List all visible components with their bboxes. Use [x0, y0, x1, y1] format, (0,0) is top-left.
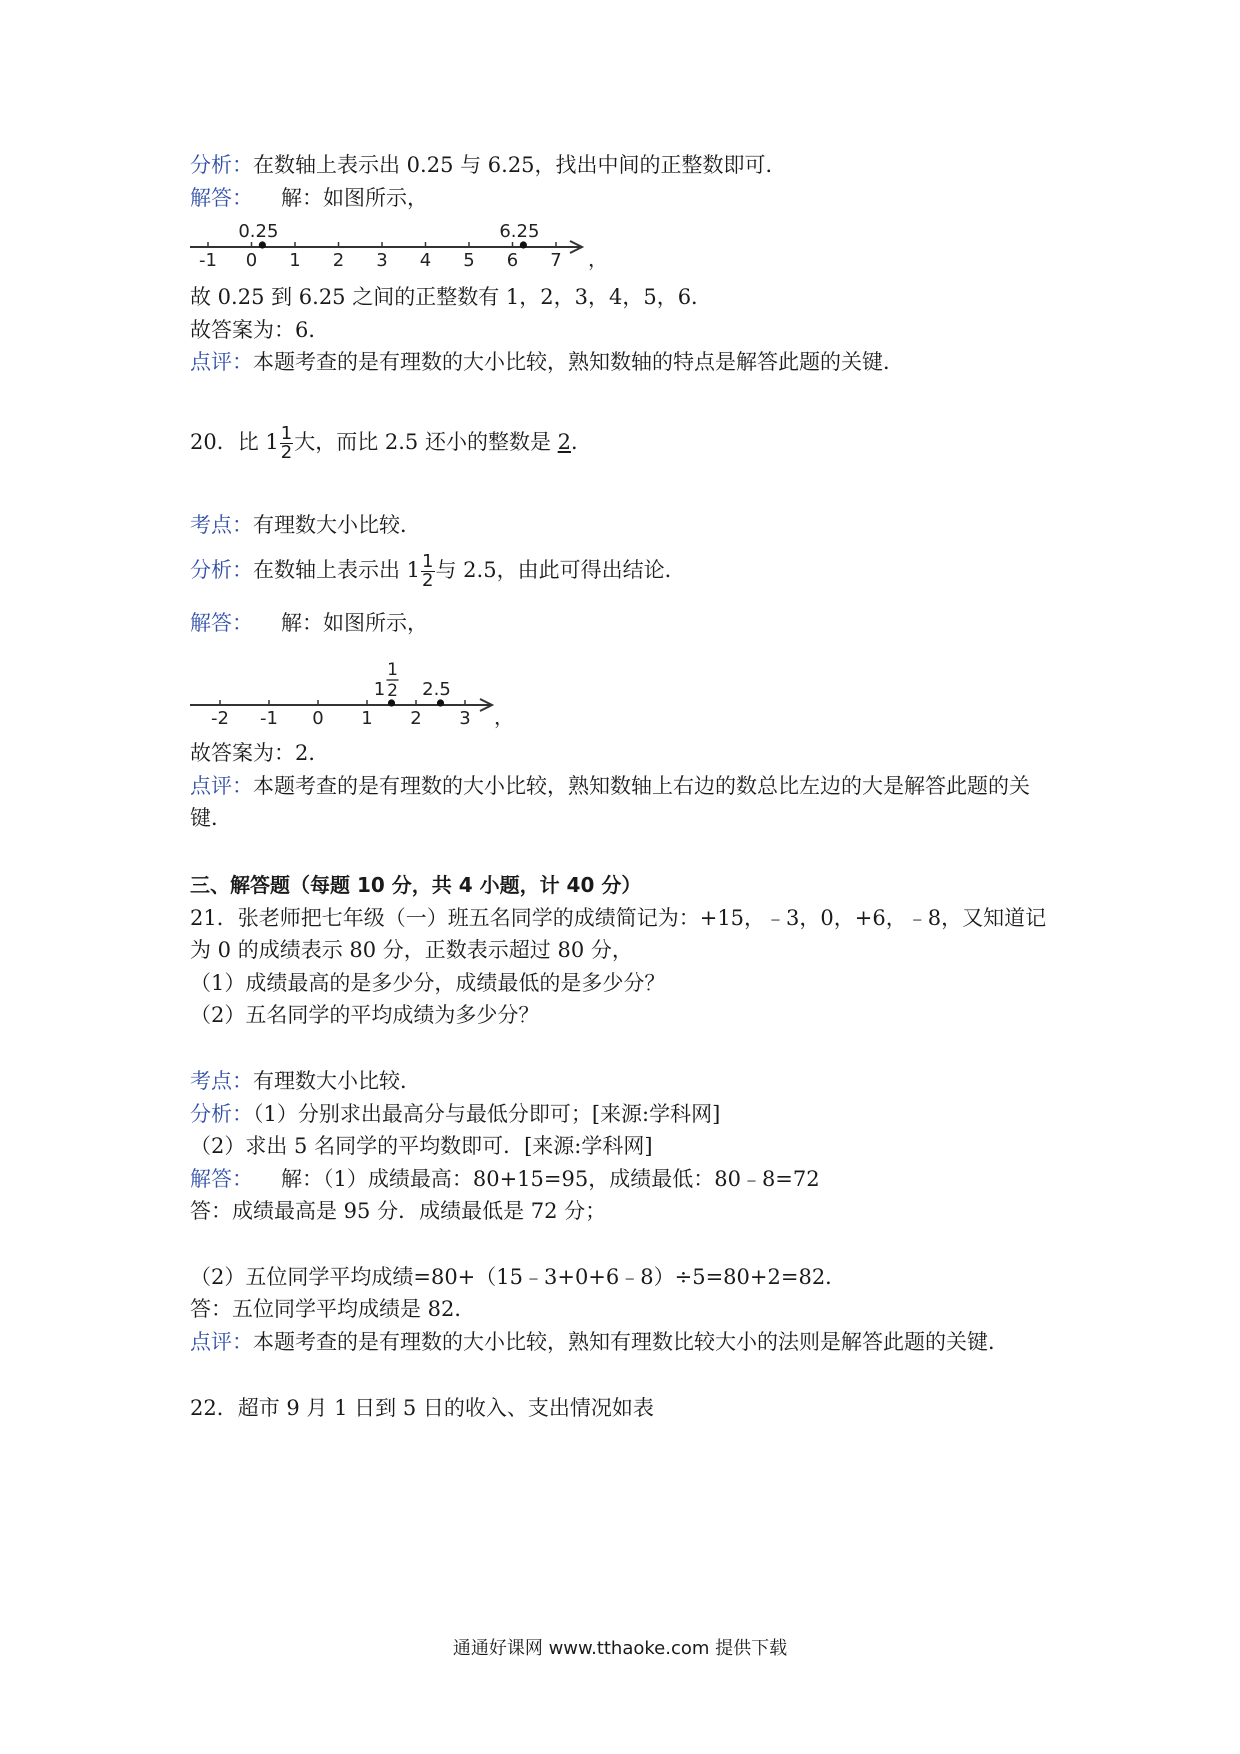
q19-analysis [190, 150, 787, 180]
q19-tick-label: -1 [199, 250, 217, 271]
comment-label: 点评： [190, 1330, 253, 1354]
q20-comment-line1: 本题考查的是有理数的大小比较，熟知数轴上右边的数总比左边的大是解答此题的关 [253, 774, 1030, 798]
q20-tick-label: 1 [361, 708, 373, 729]
q19-tick-label: 4 [419, 250, 432, 271]
q20-answer: 故答案为：2． [190, 741, 330, 765]
q19-point-label: 6.25 [499, 221, 540, 242]
q20-question [190, 420, 592, 464]
solution-label: 解答： [190, 186, 253, 210]
q19-point-label: 0.25 [238, 221, 279, 242]
q19-point-dot [259, 241, 266, 248]
q19-tick-label: 3 [376, 250, 388, 271]
q20-point-label-den: 2 [387, 681, 398, 701]
q21-analysis1-text: （1）分别求出最高分与最低分即可；[来源:学科网] [253, 1102, 721, 1126]
solution-label: 解答： [190, 1167, 253, 1191]
q20-kaodian [190, 510, 421, 540]
q21-answer2: 答：五位同学平均成绩是 82． [190, 1297, 476, 1321]
q22-line1: 22．超市 9 月 1 日到 5 日的收入、支出情况如表 [190, 1396, 654, 1420]
q19-point-dot [520, 241, 527, 248]
kaodian-label: 考点： [190, 513, 253, 537]
q19-number-line [188, 214, 608, 272]
q20-point-label-whole: 1 [373, 679, 386, 700]
q19-comment [190, 347, 904, 377]
q21-comment [190, 1327, 1009, 1357]
q20-tick-label: 0 [312, 708, 324, 729]
solution-label: 解答： [190, 611, 253, 635]
q20-middle: 大，而比 2.5 还小的整数是 [294, 430, 551, 454]
q20-analysis-prefix: 在数轴上表示出 1 [253, 558, 421, 582]
q20-point-label: 2.5 [422, 679, 451, 700]
q19-answer: 故答案为：6． [190, 318, 330, 342]
q19-conclusion: 故 0.25 到 6.25 之间的正整数有 1，2，3，4，5，6． [190, 285, 713, 309]
q19-tick-label: 0 [245, 250, 258, 271]
q20-tick-label: 3 [459, 708, 471, 729]
q19-tick-label: 7 [550, 250, 562, 271]
q20-tick-label: 2 [410, 708, 422, 729]
q19-tick-label: 6 [506, 250, 519, 271]
q20-comment-line2: 键． [190, 806, 232, 830]
q20-prefix: 20．比 1 [190, 430, 279, 454]
q19-tick-label: 1 [289, 250, 301, 271]
q20-analysis-suffix: 与 2.5，由此可得出结论． [435, 558, 686, 582]
q20-analysis [190, 548, 686, 592]
kaodian-label: 考点： [190, 1069, 253, 1093]
q21-answer1: 答：成绩最高是 95 分．成绩最低是 72 分； [190, 1199, 607, 1223]
q21-part1: （1）成绩最高的是多少分，成绩最低的是多少分？ [190, 971, 666, 995]
page-footer: 通通好课网 www.tthaoke.com 提供下载 [452, 1638, 788, 1659]
q19-trailing-comma: ， [588, 247, 608, 271]
q21-comment-text: 本题考查的是有理数的大小比较，熟知有理数比较大小的法则是解答此题的关键． [253, 1330, 1009, 1354]
analysis-label: 分析： [190, 153, 253, 177]
section-heading: 三、解答题（每题 10 分，共 4 小题，计 40 分） [190, 873, 642, 897]
q21-analysis1 [190, 1099, 720, 1129]
q20-answer-blank: 2 [557, 430, 572, 454]
q20-analysis-fraction [421, 553, 434, 590]
q21-solution1 [190, 1164, 820, 1194]
q19-tick-label: 2 [332, 250, 345, 271]
q19-solution-intro-text: 解：如图所示， [281, 186, 428, 210]
q20-analysis-frac-num: 1 [422, 551, 434, 572]
q21-line1: 21．张老师把七年级（一）班五名同学的成绩简记为：+15，﹣3，0，+6，﹣8，又知道记 [190, 906, 1047, 930]
q21-line2: 为 0 的成绩表示 80 分，正数表示超过 80 分， [190, 938, 633, 962]
q21-analysis2: （2）求出 5 名同学的平均数即可．[来源:学科网] [190, 1134, 653, 1158]
q20-comment [190, 771, 1030, 801]
q19-solution-intro [190, 183, 428, 213]
q20-point-label-num: 1 [387, 660, 398, 680]
q20-number-line [188, 648, 528, 730]
q20-solution-intro [190, 608, 428, 638]
q20-trailing-comma: ， [494, 705, 514, 729]
q20-kaodian-text: 有理数大小比较． [253, 513, 421, 537]
q21-kaodian-text: 有理数大小比较． [253, 1069, 421, 1093]
q20-tick-label: -2 [211, 708, 229, 729]
q19-tick-label: 5 [463, 250, 475, 271]
q20-frac-den: 2 [280, 442, 293, 463]
q19-analysis-text: 在数轴上表示出 0.25 与 6.25，找出中间的正整数即可． [253, 153, 787, 177]
q20-frac-num: 1 [280, 423, 293, 444]
q21-solution1-text: 解：（1）成绩最高：80+15=95，成绩最低：80﹣8=72 [281, 1167, 820, 1191]
q20-solution-intro-text: 解：如图所示， [281, 611, 428, 635]
q20-analysis-frac-den: 2 [422, 570, 434, 591]
q21-part2: （2）五名同学的平均成绩为多少分？ [190, 1003, 540, 1027]
analysis-label: 分析： [190, 558, 253, 582]
analysis-label: 分析： [190, 1102, 253, 1126]
q21-solution2: （2）五位同学平均成绩=80+（15﹣3+0+6﹣8）÷5=80+2=82． [190, 1265, 847, 1289]
q20-point-dot [437, 699, 444, 706]
comment-label: 点评： [190, 774, 253, 798]
comment-label: 点评： [190, 350, 253, 374]
q20-fraction [280, 425, 293, 462]
q21-kaodian [190, 1066, 421, 1096]
q20-tick-label: -1 [260, 708, 278, 729]
q19-comment-text: 本题考查的是有理数的大小比较，熟知数轴的特点是解答此题的关键． [253, 350, 904, 374]
q20-end: ． [571, 430, 593, 454]
